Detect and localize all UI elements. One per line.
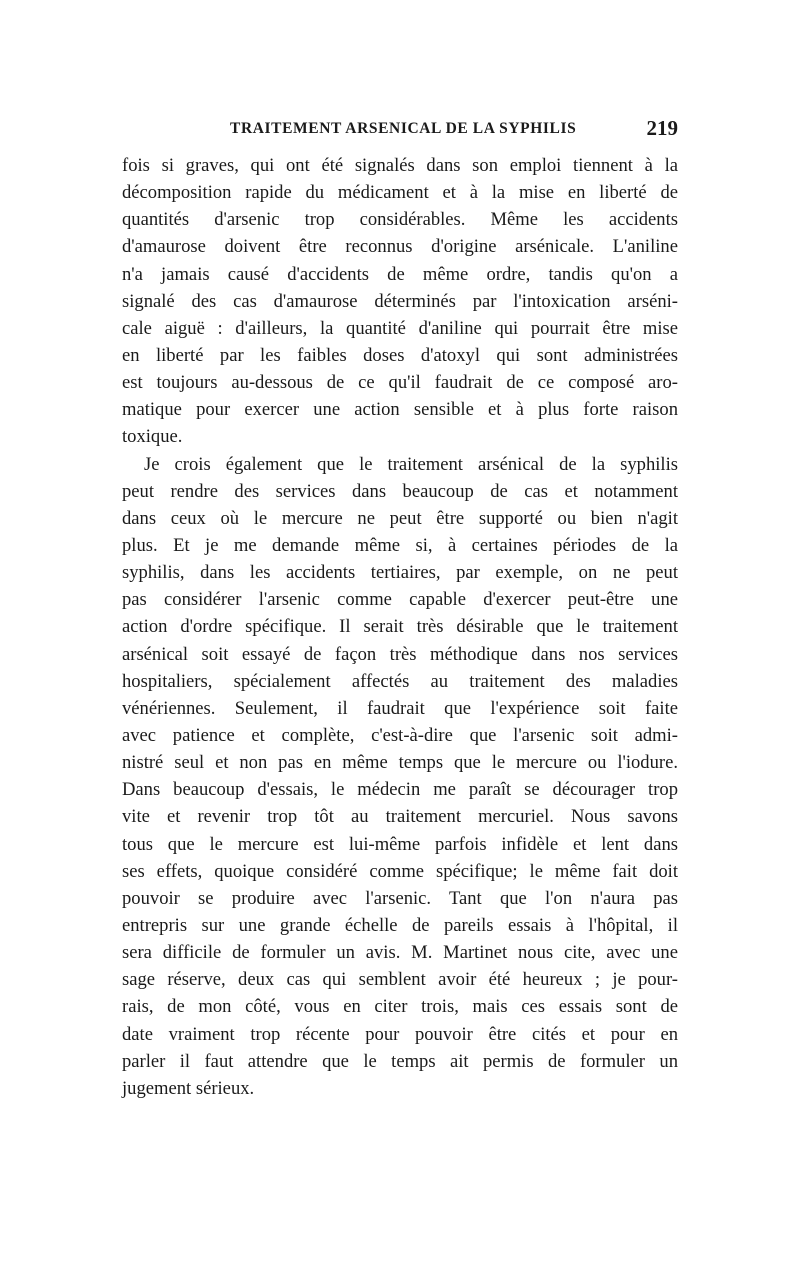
running-head [122,116,682,142]
running-head-title: TRAITEMENT ARSENICAL DE LA SYPHILIS [230,120,577,137]
text-line: rais, de mon côté, vous en citer trois, mais ces essais sont de [122,996,678,1018]
text-line: parler il faut attendre que le temps ait permis de formuler un [122,1050,678,1072]
text-line: décomposition rapide du médicament et à la mise en liberté de [122,182,678,204]
text-line: vite et revenir trop tôt au traitement mercuriel. Nous savons [122,806,678,828]
text-line: vénériennes. Seulement, il faudrait que l'expérience soit faite [122,697,678,719]
paragraph-2 [122,451,678,1102]
text-line: plus. Et je me demande même si, à certaines périodes de la [122,534,678,556]
text-line: avec patience et complète, c'est-à-dire que l'arsenic soit admi- [122,724,678,746]
text-line: arsénical soit essayé de façon très méthodique dans nos services [122,643,678,665]
body-text [122,152,678,1102]
text-line: nistré seul et non pas en même temps que le mercure ou l'iodure. [122,752,678,774]
text-line: peut rendre des services dans beaucoup de cas et notamment [122,480,678,502]
text-line: d'amaurose doivent être reconnus d'origine arsénicale. L'aniline [122,236,678,258]
text-line: est toujours au-dessous de ce qu'il faudrait de ce composé aro- [122,372,678,394]
text-line: jugement sérieux. [122,1077,255,1099]
text-line: quantités d'arsenic trop considérables. Même les accidents [122,209,678,231]
text-line: tous que le mercure est lui-même parfois infidèle et lent dans [122,833,678,855]
text-line: toxique. [122,426,183,448]
page-number: 219 [646,116,678,140]
text-line: sera difficile de formuler un avis. M. Martinet nous cite, avec une [122,942,678,964]
text-line: en liberté par les faibles doses d'atoxyl qui sont administrées [122,344,678,366]
text-line: pouvoir se produire avec l'arsenic. Tant que l'on n'aura pas [122,887,678,909]
text-line: signalé des cas d'amaurose déterminés par l'intoxication arséni- [122,290,678,312]
text-line: sage réserve, deux cas qui semblent avoir été heureux ; je pour- [122,969,678,991]
text-line: Je crois également que le traitement arsénical de la syphilis [144,453,678,475]
text-line: cale aiguë : d'ailleurs, la quantité d'aniline qui pourrait être mise [122,317,678,339]
text-line: pas considérer l'arsenic comme capable d'exercer peut-être une [122,589,678,611]
text-line: n'a jamais causé d'accidents de même ordre, tandis qu'on a [122,263,678,285]
text-line: Dans beaucoup d'essais, le médecin me paraît se décourager trop [122,779,678,801]
text-line: matique pour exercer une action sensible et à plus forte raison [122,399,678,421]
text-line: hospitaliers, spécialement affectés au traitement des maladies [122,670,678,692]
text-line: ses effets, quoique considéré comme spécifique; le même fait doit [122,860,678,882]
text-line: dans ceux où le mercure ne peut être supporté ou bien n'agit [122,507,678,529]
text-line: date vraiment trop récente pour pouvoir être cités et pour en [122,1023,678,1045]
text-line: syphilis, dans les accidents tertiaires, par exemple, on ne peut [122,562,678,584]
text-line: entrepris sur une grande échelle de pareils essais à l'hôpital, il [122,914,678,936]
text-line: action d'ordre spécifique. Il serait très désirable que le traitement [122,616,678,638]
paragraph-1 [122,152,678,451]
text-line: fois si graves, qui ont été signalés dans son emploi tiennent à la [122,155,678,176]
